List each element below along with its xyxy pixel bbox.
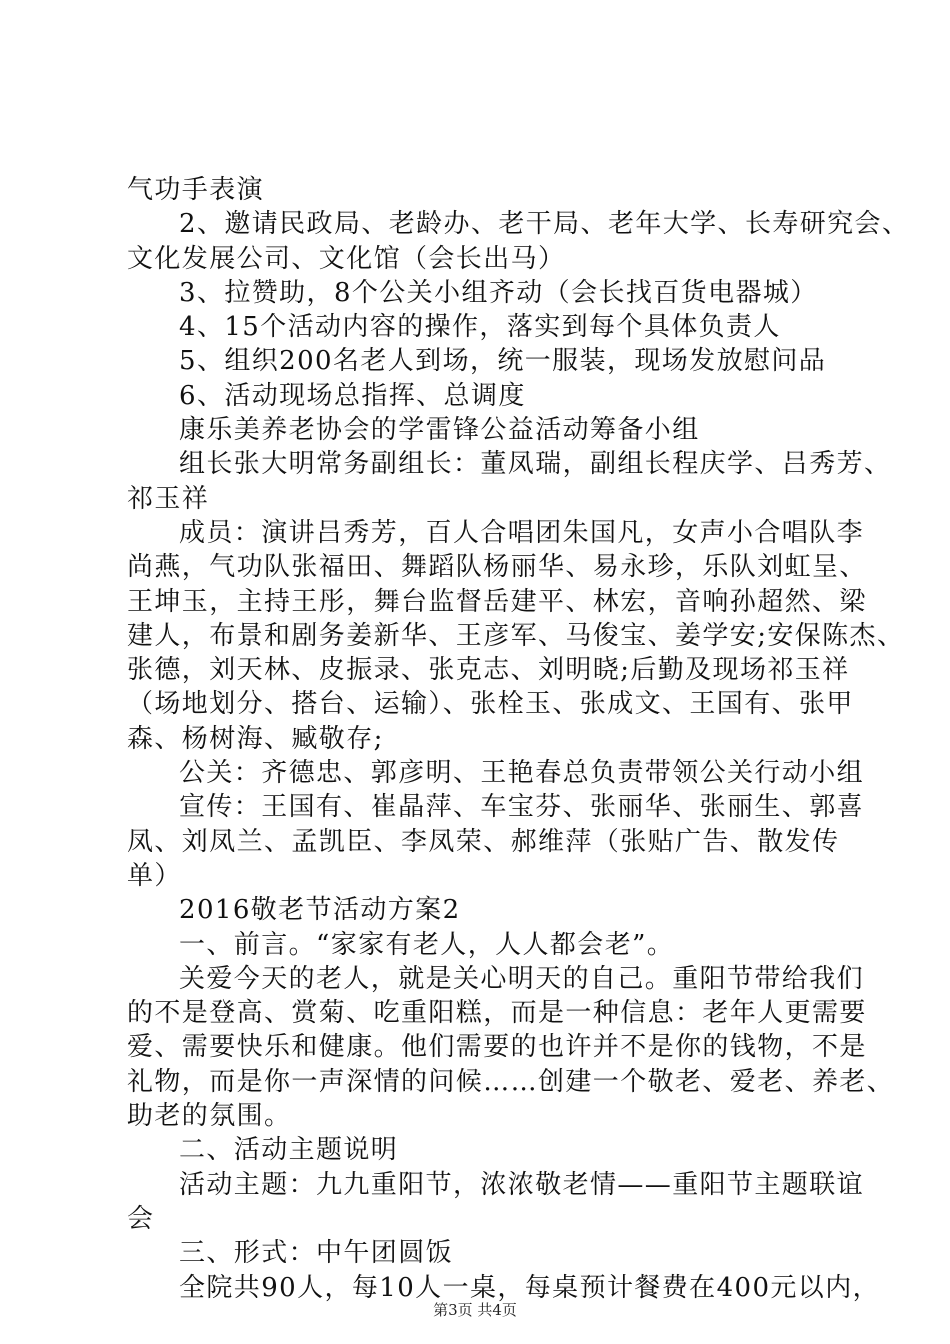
document-body [127, 173, 910, 1305]
text-line: 的不是登高、赏菊、吃重阳糕，而是一种信息：老年人更需要 [127, 998, 867, 1029]
page-number-label: 第3页 共4页 [433, 1301, 517, 1319]
text-line: 单） [127, 860, 182, 891]
text-line: 会 [127, 1203, 155, 1234]
text-line: 二、活动主题说明 [179, 1135, 399, 1166]
text-line: 活动主题：九九重阳节，浓浓敬老情——重阳节主题联谊 [179, 1169, 865, 1200]
text-line: 一、前言。“家家有老人，人人都会老”。 [179, 929, 675, 960]
text-line: 王坤玉，主持王彤，舞台监督岳建平、林宏，音响孙超然、梁 [127, 586, 867, 617]
text-line: 2、邀请民政局、老龄办、老干局、老年大学、长寿研究会、 [179, 209, 910, 240]
text-line: 全院共90人，每10人一桌，每桌预计餐费在400元以内， [179, 1272, 880, 1303]
text-line: 关爱今天的老人，就是关心明天的自己。重阳节带给我们 [179, 963, 865, 994]
text-line: 组长张大明常务副组长：董凤瑞，副组长程庆学、吕秀芳、 [179, 449, 892, 480]
text-line: 2016敬老节活动方案2 [179, 895, 461, 926]
text-line: 康乐美养老协会的学雷锋公益活动筹备小组 [179, 415, 700, 446]
text-line: 文化发展公司、文化馆（会长出马） [127, 243, 566, 274]
text-line: 爱、需要快乐和健康。他们需要的也许并不是你的钱物，不是 [127, 1032, 867, 1063]
text-line: （场地划分、搭台、运输）、张栓玉、张成文、王国有、张甲 [127, 689, 854, 720]
text-line: 气功手表演 [127, 175, 265, 205]
text-line: 助老的氛围。 [127, 1101, 292, 1132]
text-line: 公关：齐德忠、郭彦明、王艳春总负责带领公关行动小组 [179, 758, 865, 789]
text-line: 森、杨树海、臧敬存; [127, 723, 384, 754]
text-line: 建人，布景和剧务姜新华、王彦军、马俊宝、姜学安;安保陈杰、 [127, 620, 905, 651]
text-line: 张德，刘天林、皮振录、张克志、刘明晓;后勤及现场祁玉祥 [127, 655, 850, 686]
text-line: 三、形式：中午团圆饭 [179, 1238, 454, 1269]
text-line: 6、活动现场总指挥、总调度 [179, 380, 526, 411]
text-line: 礼物，而是你一声深情的问候……创建一个敬老、爱老、养老、 [127, 1066, 895, 1097]
text-line: 宣传：王国有、崔晶萍、车宝芬、张丽华、张丽生、郭喜 [179, 792, 865, 823]
text-line: 5、组织200名老人到场，统一服装，现场发放慰问品 [179, 346, 827, 377]
text-line: 祁玉祥 [127, 483, 210, 514]
text-line: 成员：演讲吕秀芳，百人合唱团朱国凡，女声小合唱队李 [179, 517, 865, 548]
text-line: 凤、刘凤兰、孟凯臣、李凤荣、郝维萍（张贴广告、散发传 [127, 826, 840, 857]
text-line: 尚燕，气功队张福田、舞蹈队杨丽华、易永珍，乐队刘虹呈、 [127, 552, 867, 583]
text-line: 4、15个活动内容的操作，落实到每个具体负责人 [179, 312, 781, 343]
page-footer [0, 1299, 950, 1320]
text-line: 3、拉赞助，8个公关小组齐动（会长找百货电器城） [179, 277, 818, 308]
